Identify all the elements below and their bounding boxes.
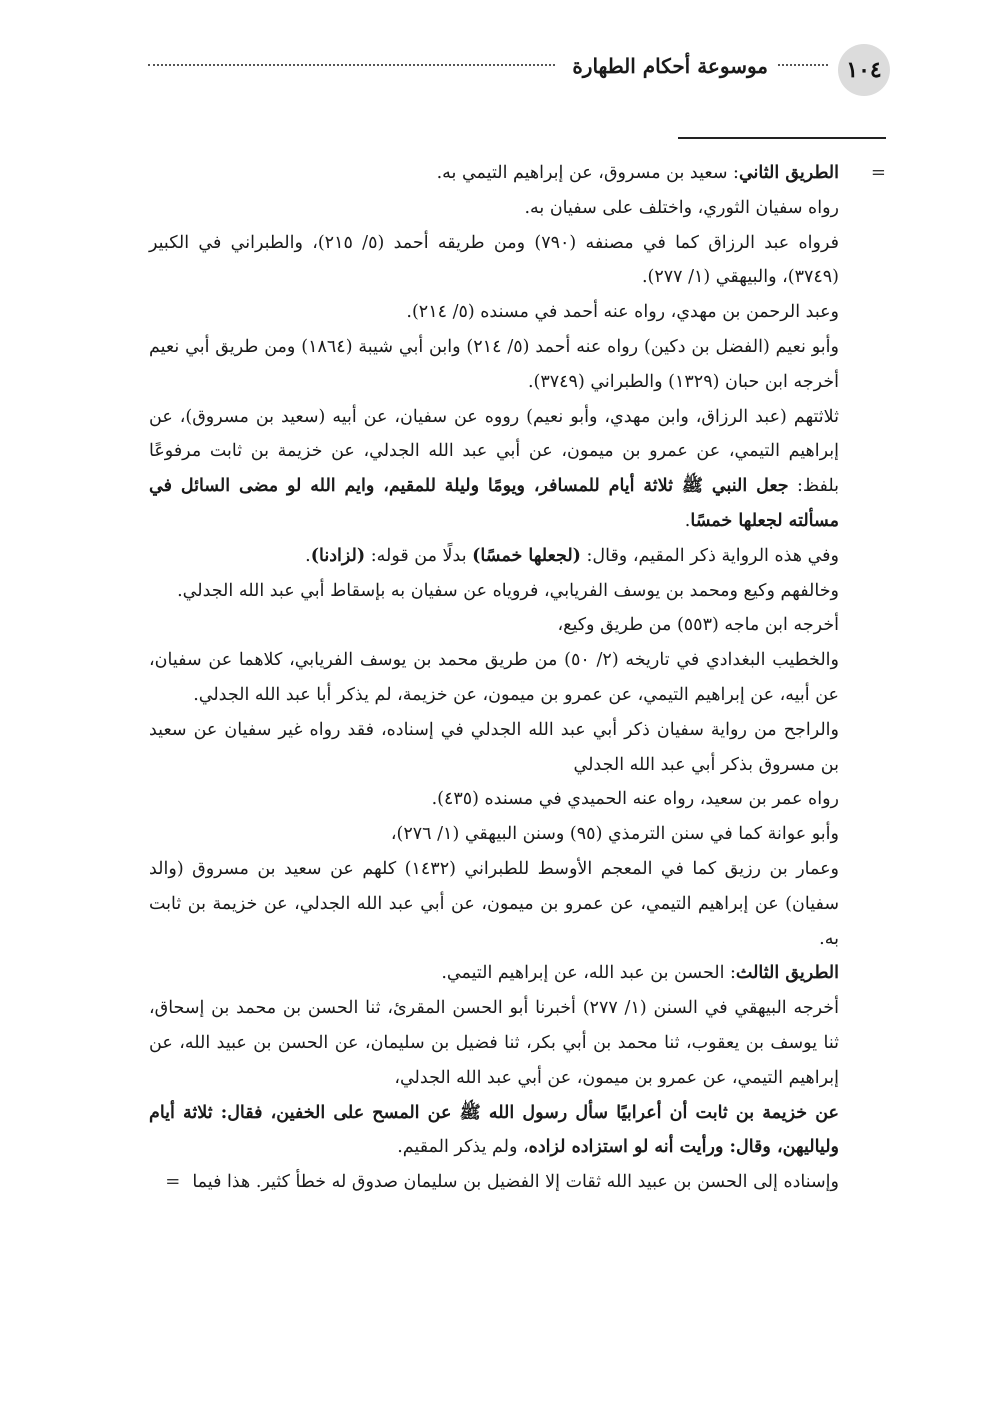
quoted-phrase: (لزادنا) xyxy=(310,545,366,566)
header-dotted-leader-right xyxy=(778,64,828,66)
paragraph: والخطيب البغدادي في تاريخه (٢/ ٥٠) من طريق محمد بن يوسف الفريابي، كلاهما عن سفيان، عن أبيه، عن إبراهيم التيمي، عن عمرو بن ميمون، عن خزيمة، لم يذكر أبا عبد الله الجدلي. xyxy=(149,650,839,705)
paragraph: أخرجه البيهقي في السنن (١/ ٢٧٧) أخبرنا أبو الحسن المقرئ، ثنا الحسن بن محمد بن إسحاق، ثنا يوسف بن يعقوب، ثنا محمد بن أبي بكر، ثنا فضيل بن سليمان، عن الحسن بن عبيد الله، عن إبراهيم التيمي، عن عمرو بن ميمون، عن أبي عبد الله الجدلي، xyxy=(149,998,839,1088)
paragraph: وعمار بن رزيق كما في المعجم الأوسط للطبراني (١٤٣٢) كلهم عن سعيد بن مسروق (والد سفيان) عن إبراهيم التيمي، عن عمرو بن ميمون، عن أبي عبد الله الجدلي، عن خزيمة بن ثابت به. xyxy=(149,858,839,949)
hadith-text: عن خزيمة بن ثابت أن أعرابيًا سأل رسول الله ﷺ عن المسح على الخفين، فقال: ثلاثة أيام ولياليهن، وقال: ورأيت أنه لو استزاده لزاده xyxy=(149,1102,839,1158)
book-title: موسوعة أحكام الطهارة xyxy=(572,54,768,78)
paragraph: وعبد الرحمن بن مهدي، رواه عنه أحمد في مسنده (٥/ ٢١٤). xyxy=(406,302,839,323)
paragraph: فرواه عبد الرزاق كما في مصنفه (٧٩٠) ومن طريقه أحمد (٥/ ٢١٥)، والطبراني في الكبير (٣٧٤٩)، والبيهقي (١/ ٢٧٧). xyxy=(149,232,839,288)
footnote-body xyxy=(149,156,839,1200)
continuation-mark-end: = xyxy=(165,1171,181,1193)
paragraph: وأبو نعيم (الفضل بن دكين) رواه عنه أحمد (٥/ ٢١٤) وابن أبي شيبة (١٨٦٤) ومن طريق أبي نعيم أخرجه ابن حبان (١٣٢٩) والطبراني (٣٧٤٩). xyxy=(149,336,839,392)
continuation-mark-start: = xyxy=(870,162,886,183)
paragraph: وأبو عوانة كما في سنن الترمذي (٩٥) وسنن البيهقي (١/ ٢٧٦)، xyxy=(390,824,839,845)
hadith-text: جعل النبي ﷺ ثلاثة أيام للمسافر، ويومًا وليلة للمقيم، وايم الله لو مضى السائل في مسألته لجعلها خمسًا xyxy=(149,476,839,531)
page-header xyxy=(140,44,890,96)
section-heading: الطريق الثاني xyxy=(738,163,839,183)
paragraph: وفي هذه الرواية ذكر المقيم، وقال: (لجعلها خمسًا) بدلًا من قوله: (لزادنا). xyxy=(305,545,839,566)
quoted-phrase: (لجعلها خمسًا) xyxy=(472,545,581,566)
paragraph: والراجح من رواية سفيان ذكر أبي عبد الله الجدلي في إسناده، فقد رواه غير سفيان عن سعيد بن مسروق بذكر أبي عبد الله الجدلي xyxy=(149,719,839,775)
page-number: ١٠٤ xyxy=(838,44,890,96)
footnote-separator xyxy=(678,137,886,139)
paragraph: رواه سفيان الثوري، واختلف على سفيان به. xyxy=(524,197,839,218)
paragraph: وخالفهم وكيع ومحمد بن يوسف الفريابي، فروياه عن سفيان به بإسقاط أبي عبد الله الجدلي. xyxy=(177,580,839,601)
paragraph: وإسناده إلى الحسن بن عبيد الله ثقات إلا الفضيل بن سليمان صدوق له خطأ كثير. هذا فيما= xyxy=(165,1171,839,1193)
paragraph: ثلاثتهم (عبد الرزاق، وابن مهدي، وأبو نعيم) رووه عن سفيان، عن أبيه (سعيد بن مسروق)، عن إبراهيم التيمي، عن عمرو بن ميمون، عن أبي عبد الله الجدلي، عن خزيمة بن ثابت مرفوعًا بلفظ: جعل النبي ﷺ ثلاثة أيام للمسافر، ويومًا وليلة للمقيم، وايم الله لو مضى السائل في مسألته لجعلها خمسًا. xyxy=(149,406,840,531)
paragraph: الطريق الثاني: سعيد بن مسروق، عن إبراهيم التيمي به. xyxy=(436,163,839,183)
paragraph: رواه عمر بن سعيد، رواه عنه الحميدي في مسنده (٤٣٥). xyxy=(431,789,839,810)
paragraph: الطريق الثالث: الحسن بن عبد الله، عن إبراهيم التيمي. xyxy=(441,963,839,984)
paragraph: أخرجه ابن ماجه (٥٥٣) من طريق وكيع، xyxy=(557,615,839,636)
paragraph: عن خزيمة بن ثابت أن أعرابيًا سأل رسول الله ﷺ عن المسح على الخفين، فقال: ثلاثة أيام ولياليهن، وقال: ورأيت أنه لو استزاده لزاده، ولم يذكر المقيم. xyxy=(149,1102,839,1158)
section-heading: الطريق الثالث xyxy=(735,963,839,984)
header-dotted-leader-left xyxy=(148,64,555,66)
